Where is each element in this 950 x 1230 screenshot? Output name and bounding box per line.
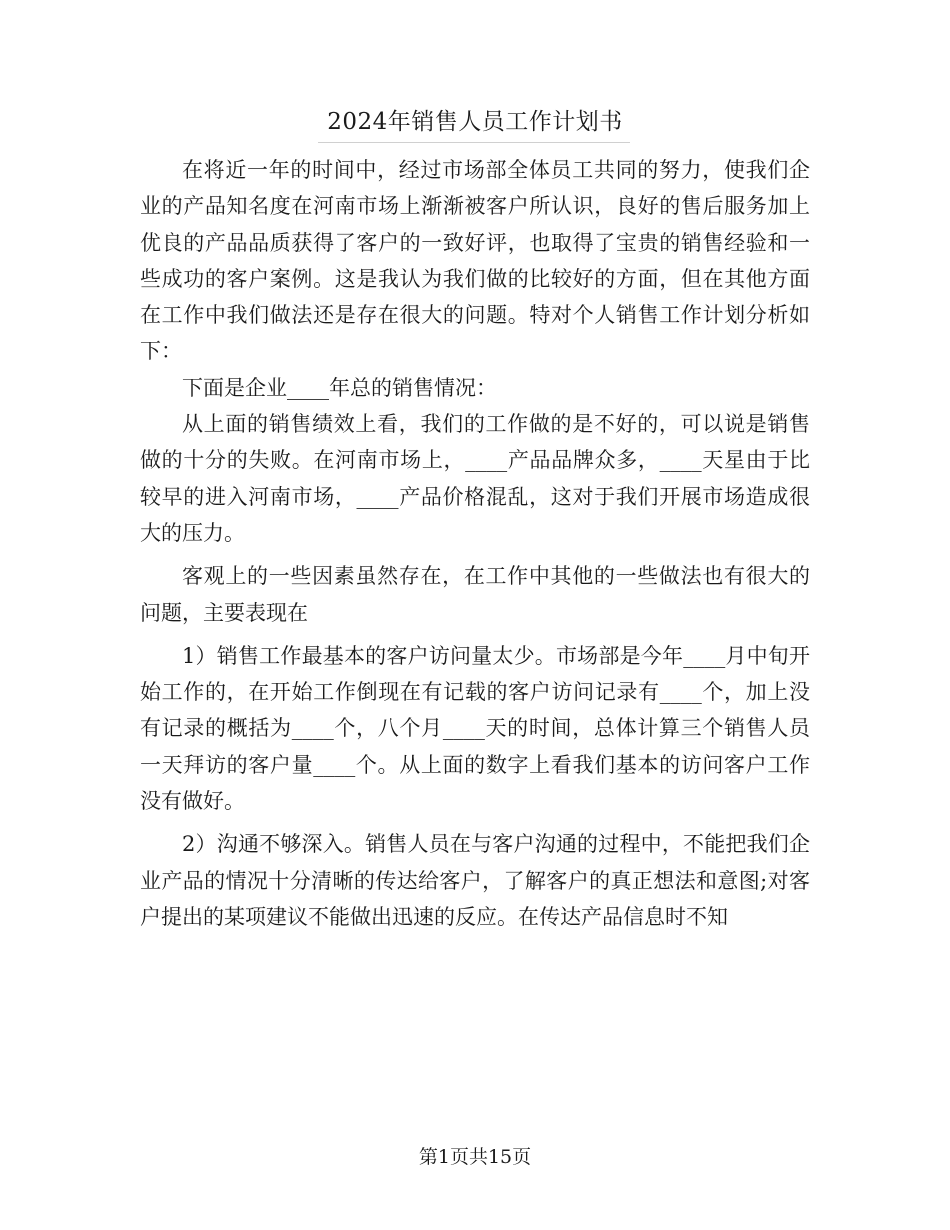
paragraph-point-1: 1）销售工作最基本的客户访问量太少。市场部是今年____月中旬开始工作的，在开始工作倒现在有记载的客户访问记录有____个，加上没有记录的概括为____个，八个月____天的时间，总体计算三个销售人员一天拜访的客户量____个。从上面的数字上看我们基本的访问客户工作没有做好。 [140, 643, 810, 814]
paragraph-sales-summary: 下面是企业____年总的销售情况： [182, 375, 497, 400]
page-number-footer: 第1页共15页 [418, 1146, 532, 1168]
paragraph-point-2: 2）沟通不够深入。销售人员在与客户沟通的过程中，不能把我们企业产品的情况十分清晰的传达给客户，了解客户的真正想法和意图;对客户提出的某项建议不能做出迅速的反应。在传达产品信息时不知 [140, 832, 810, 929]
paragraph-performance: 从上面的销售绩效上看，我们的工作做的是不好的，可以说是销售做的十分的失败。在河南市场上，____产品品牌众多，____天星由于比较早的进入河南市场，____产品价格混乱，这对于我们开展市场造成很大的压力。 [140, 412, 810, 545]
title-underline [318, 142, 630, 143]
document-body [140, 152, 810, 935]
paragraph-intro: 在将近一年的时间中，经过市场部全体员工共同的努力，使我们企业的产品知名度在河南市场上渐渐被客户所认识，良好的售后服务加上优良的产品品质获得了客户的一致好评，也取得了宝贵的销售经验和一些成功的客户案例。这是我认为我们做的比较好的方面，但在其他方面在工作中我们做法还是存在很大的问题。特对个人销售工作计划分析如下： [140, 158, 810, 364]
document-title: 2024年销售人员工作计划书 [327, 109, 623, 135]
paragraph-problems: 客观上的一些因素虽然存在，在工作中其他的一些做法也有很大的问题，主要表现在 [140, 564, 810, 625]
